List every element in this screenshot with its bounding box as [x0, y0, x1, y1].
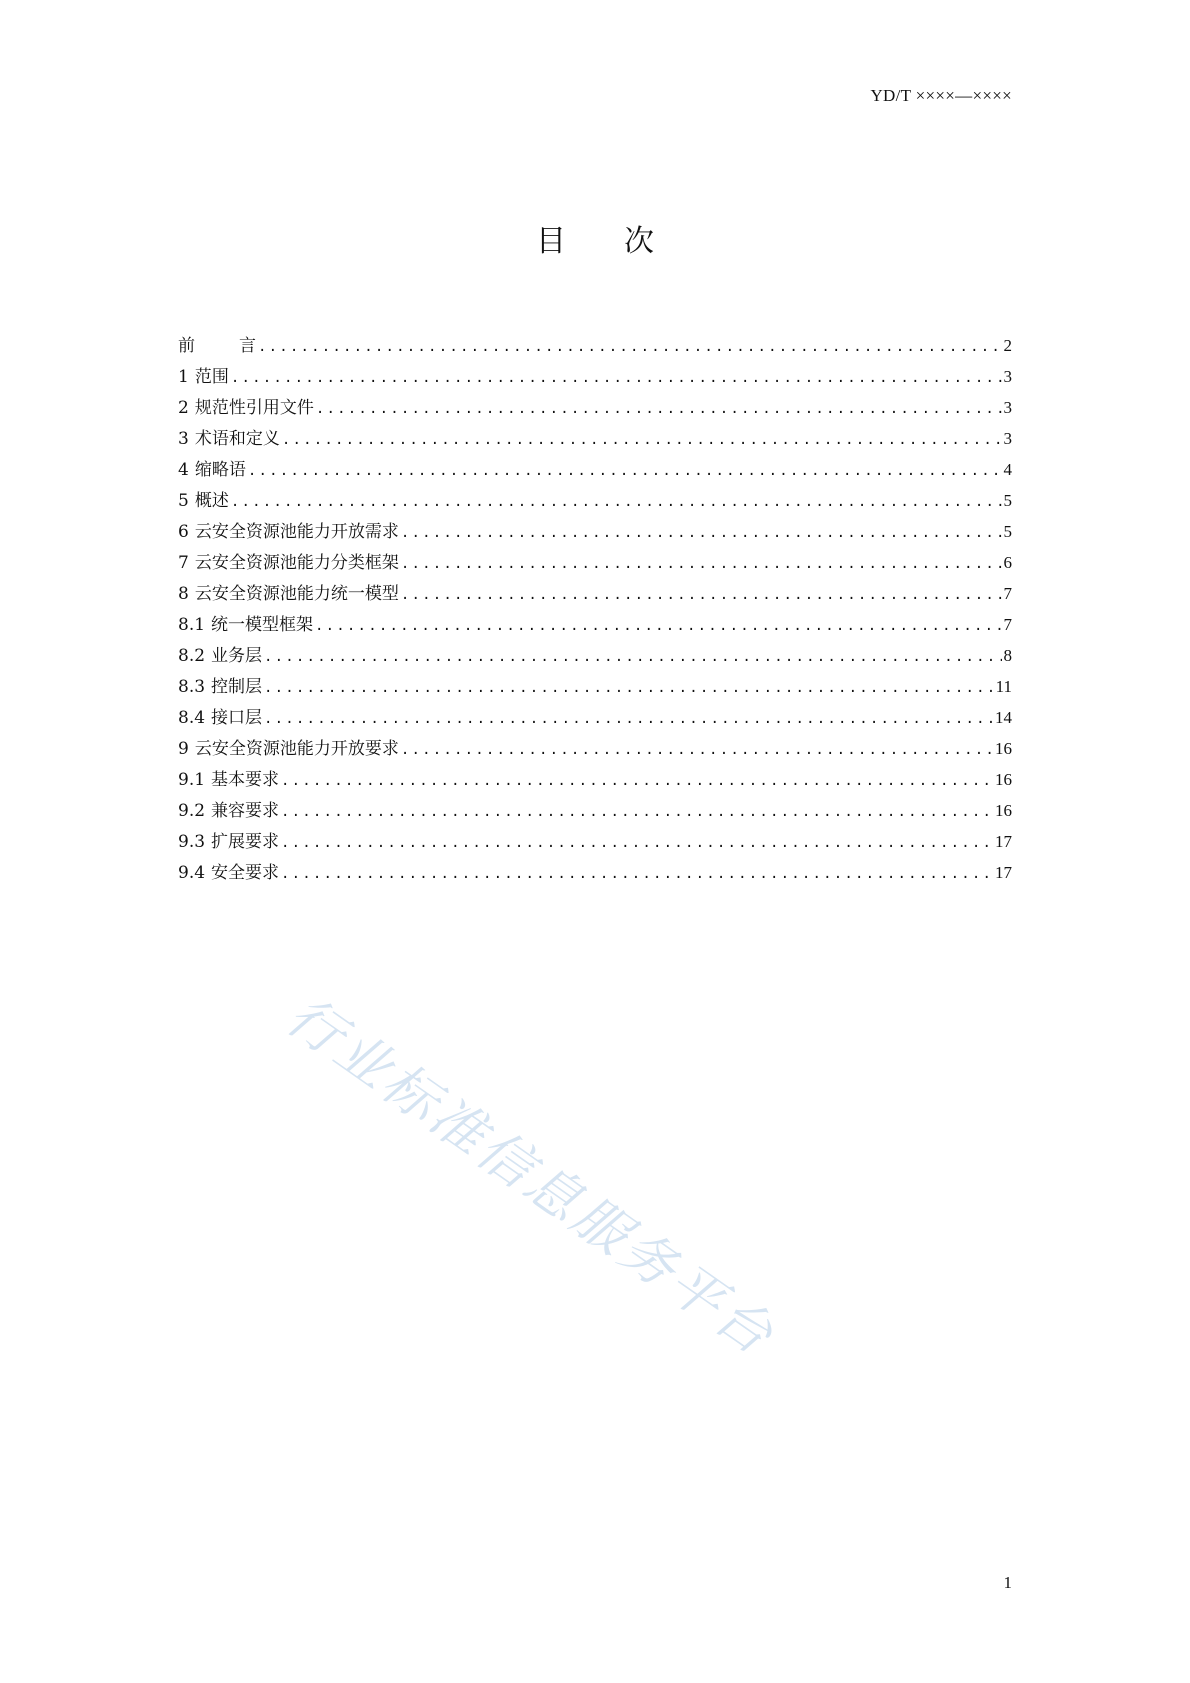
toc-entry-title: 接口层: [211, 708, 263, 728]
toc-entry-page: 8: [1003, 646, 1012, 665]
toc-entry[interactable]: [178, 795, 1012, 826]
toc-dot-leader: [264, 642, 1001, 673]
toc-entry[interactable]: [178, 392, 1012, 423]
toc-entry-title: 概述: [194, 491, 229, 511]
toc-entry-title: 范围: [194, 367, 229, 387]
toc-entry-label: [178, 672, 262, 703]
toc-entry-page: 16: [995, 770, 1012, 789]
toc-entry[interactable]: [178, 826, 1012, 857]
toc-dot-leader: [401, 580, 1002, 611]
toc-entry-page: 14: [995, 708, 1012, 727]
toc-entry-label: [178, 641, 262, 672]
toc-dot-leader: [401, 735, 993, 766]
toc-entry-title: 缩略语: [194, 460, 246, 480]
toc-entry[interactable]: [178, 578, 1012, 609]
toc-entry-page: 16: [995, 801, 1012, 820]
toc-dot-leader: [264, 704, 993, 735]
toc-entry-label: [178, 331, 256, 362]
toc-entry-page: 7: [1003, 615, 1012, 634]
toc-entry-page: 5: [1003, 522, 1012, 541]
page-title-char-2: 次: [624, 224, 712, 259]
toc-preface-char-2: 言: [239, 336, 256, 356]
table-of-contents: [178, 330, 1012, 888]
toc-dot-leader: [316, 394, 1002, 425]
toc-entry-number: 5: [178, 491, 189, 511]
toc-entry-page: 17: [995, 863, 1012, 882]
toc-dot-leader: [281, 859, 993, 890]
toc-entry-number: 4: [178, 460, 189, 480]
toc-entry-number: 9.4: [178, 863, 206, 883]
toc-entry-label: [178, 548, 399, 579]
toc-entry-title: 云安全资源池能力开放需求: [194, 522, 399, 542]
page-number: 1: [1003, 1573, 1012, 1592]
toc-dot-leader: [248, 456, 1002, 487]
toc-dot-leader: [401, 518, 1002, 549]
toc-entry-title: 术语和定义: [194, 429, 280, 449]
toc-dot-leader: [264, 673, 994, 704]
toc-entry[interactable]: [178, 485, 1012, 516]
toc-entry[interactable]: [178, 454, 1012, 485]
watermark: 行业标准信息服务平台: [275, 984, 787, 1369]
toc-entry-page: 11: [995, 677, 1012, 696]
toc-entry-number: 9.3: [178, 832, 206, 852]
toc-entry-number: 1: [178, 367, 189, 387]
toc-dot-leader: [401, 549, 1002, 580]
toc-dot-leader: [231, 487, 1002, 518]
toc-dot-leader: [281, 828, 993, 859]
toc-entry[interactable]: [178, 733, 1012, 764]
toc-entry-label: [178, 734, 399, 765]
toc-entry[interactable]: [178, 857, 1012, 888]
toc-entry[interactable]: [178, 609, 1012, 640]
toc-entry-page: 4: [1003, 460, 1012, 479]
toc-entry-number: 8.3: [178, 677, 206, 697]
toc-entry-page: 17: [995, 832, 1012, 851]
toc-entry-label: [178, 579, 399, 610]
toc-entry-page: 7: [1003, 584, 1012, 603]
toc-entry-number: 8.2: [178, 646, 206, 666]
toc-entry-title: 云安全资源池能力分类框架: [194, 553, 399, 573]
toc-entry-number: 9.1: [178, 770, 206, 790]
toc-entry-preface[interactable]: [178, 330, 1012, 361]
page-title: [0, 216, 1190, 260]
toc-entry-label: [178, 827, 279, 858]
toc-entry-page: 3: [1003, 429, 1012, 448]
toc-entry-page: 3: [1003, 367, 1012, 386]
toc-entry-label: [178, 610, 313, 641]
toc-dot-leader: [281, 766, 993, 797]
toc-entry[interactable]: [178, 764, 1012, 795]
toc-entry[interactable]: [178, 671, 1012, 702]
toc-entry[interactable]: [178, 361, 1012, 392]
toc-entry[interactable]: [178, 640, 1012, 671]
toc-entry-number: 8.4: [178, 708, 206, 728]
toc-entry-number: 8: [178, 584, 189, 604]
toc-dot-leader: [231, 363, 1002, 394]
toc-entry-title: 控制层: [211, 677, 263, 697]
toc-entry-page: 3: [1003, 398, 1012, 417]
toc-entry-label: [178, 393, 314, 424]
toc-entry-number: 3: [178, 429, 189, 449]
page-header-doc-code: YD/T ××××—××××: [870, 86, 1012, 105]
toc-entry-label: [178, 517, 399, 548]
toc-entry-number: 9: [178, 739, 189, 759]
toc-preface-char-1: 前: [178, 336, 239, 356]
toc-entry-label: [178, 703, 262, 734]
toc-dot-leader: [282, 425, 1002, 456]
toc-entry-page: 5: [1003, 491, 1012, 510]
toc-entry-number: 8.1: [178, 615, 206, 635]
toc-entry[interactable]: [178, 547, 1012, 578]
toc-entry-number: 6: [178, 522, 189, 542]
toc-dot-leader: [258, 332, 1002, 363]
toc-dot-leader: [281, 797, 993, 828]
toc-entry[interactable]: [178, 516, 1012, 547]
toc-entry-label: [178, 424, 280, 455]
toc-entry[interactable]: [178, 423, 1012, 454]
toc-entry-title: 兼容要求: [211, 801, 280, 821]
toc-entry-page: 6: [1003, 553, 1012, 572]
toc-entry-title: 规范性引用文件: [194, 398, 314, 418]
toc-entry-title: 安全要求: [211, 863, 280, 883]
toc-entry-label: [178, 362, 229, 393]
toc-entry-title: 统一模型框架: [211, 615, 314, 635]
toc-entry-title: 业务层: [211, 646, 263, 666]
toc-entry-label: [178, 796, 279, 827]
toc-entry-page: 2: [1003, 336, 1012, 355]
page-title-char-1: 目: [536, 224, 624, 259]
toc-entry-number: 2: [178, 398, 189, 418]
toc-entry-label: [178, 858, 279, 889]
toc-entry-label: [178, 765, 279, 796]
toc-entry-title: 基本要求: [211, 770, 280, 790]
toc-entry-title: 云安全资源池能力开放要求: [194, 739, 399, 759]
toc-entry-page: 16: [995, 739, 1012, 758]
toc-entry-number: 9.2: [178, 801, 206, 821]
toc-entry-label: [178, 455, 246, 486]
toc-entry-number: 7: [178, 553, 189, 573]
toc-dot-leader: [315, 611, 1001, 642]
toc-entry[interactable]: [178, 702, 1012, 733]
toc-entry-title: 扩展要求: [211, 832, 280, 852]
toc-entry-title: 云安全资源池能力统一模型: [194, 584, 399, 604]
toc-entry-label: [178, 486, 229, 517]
